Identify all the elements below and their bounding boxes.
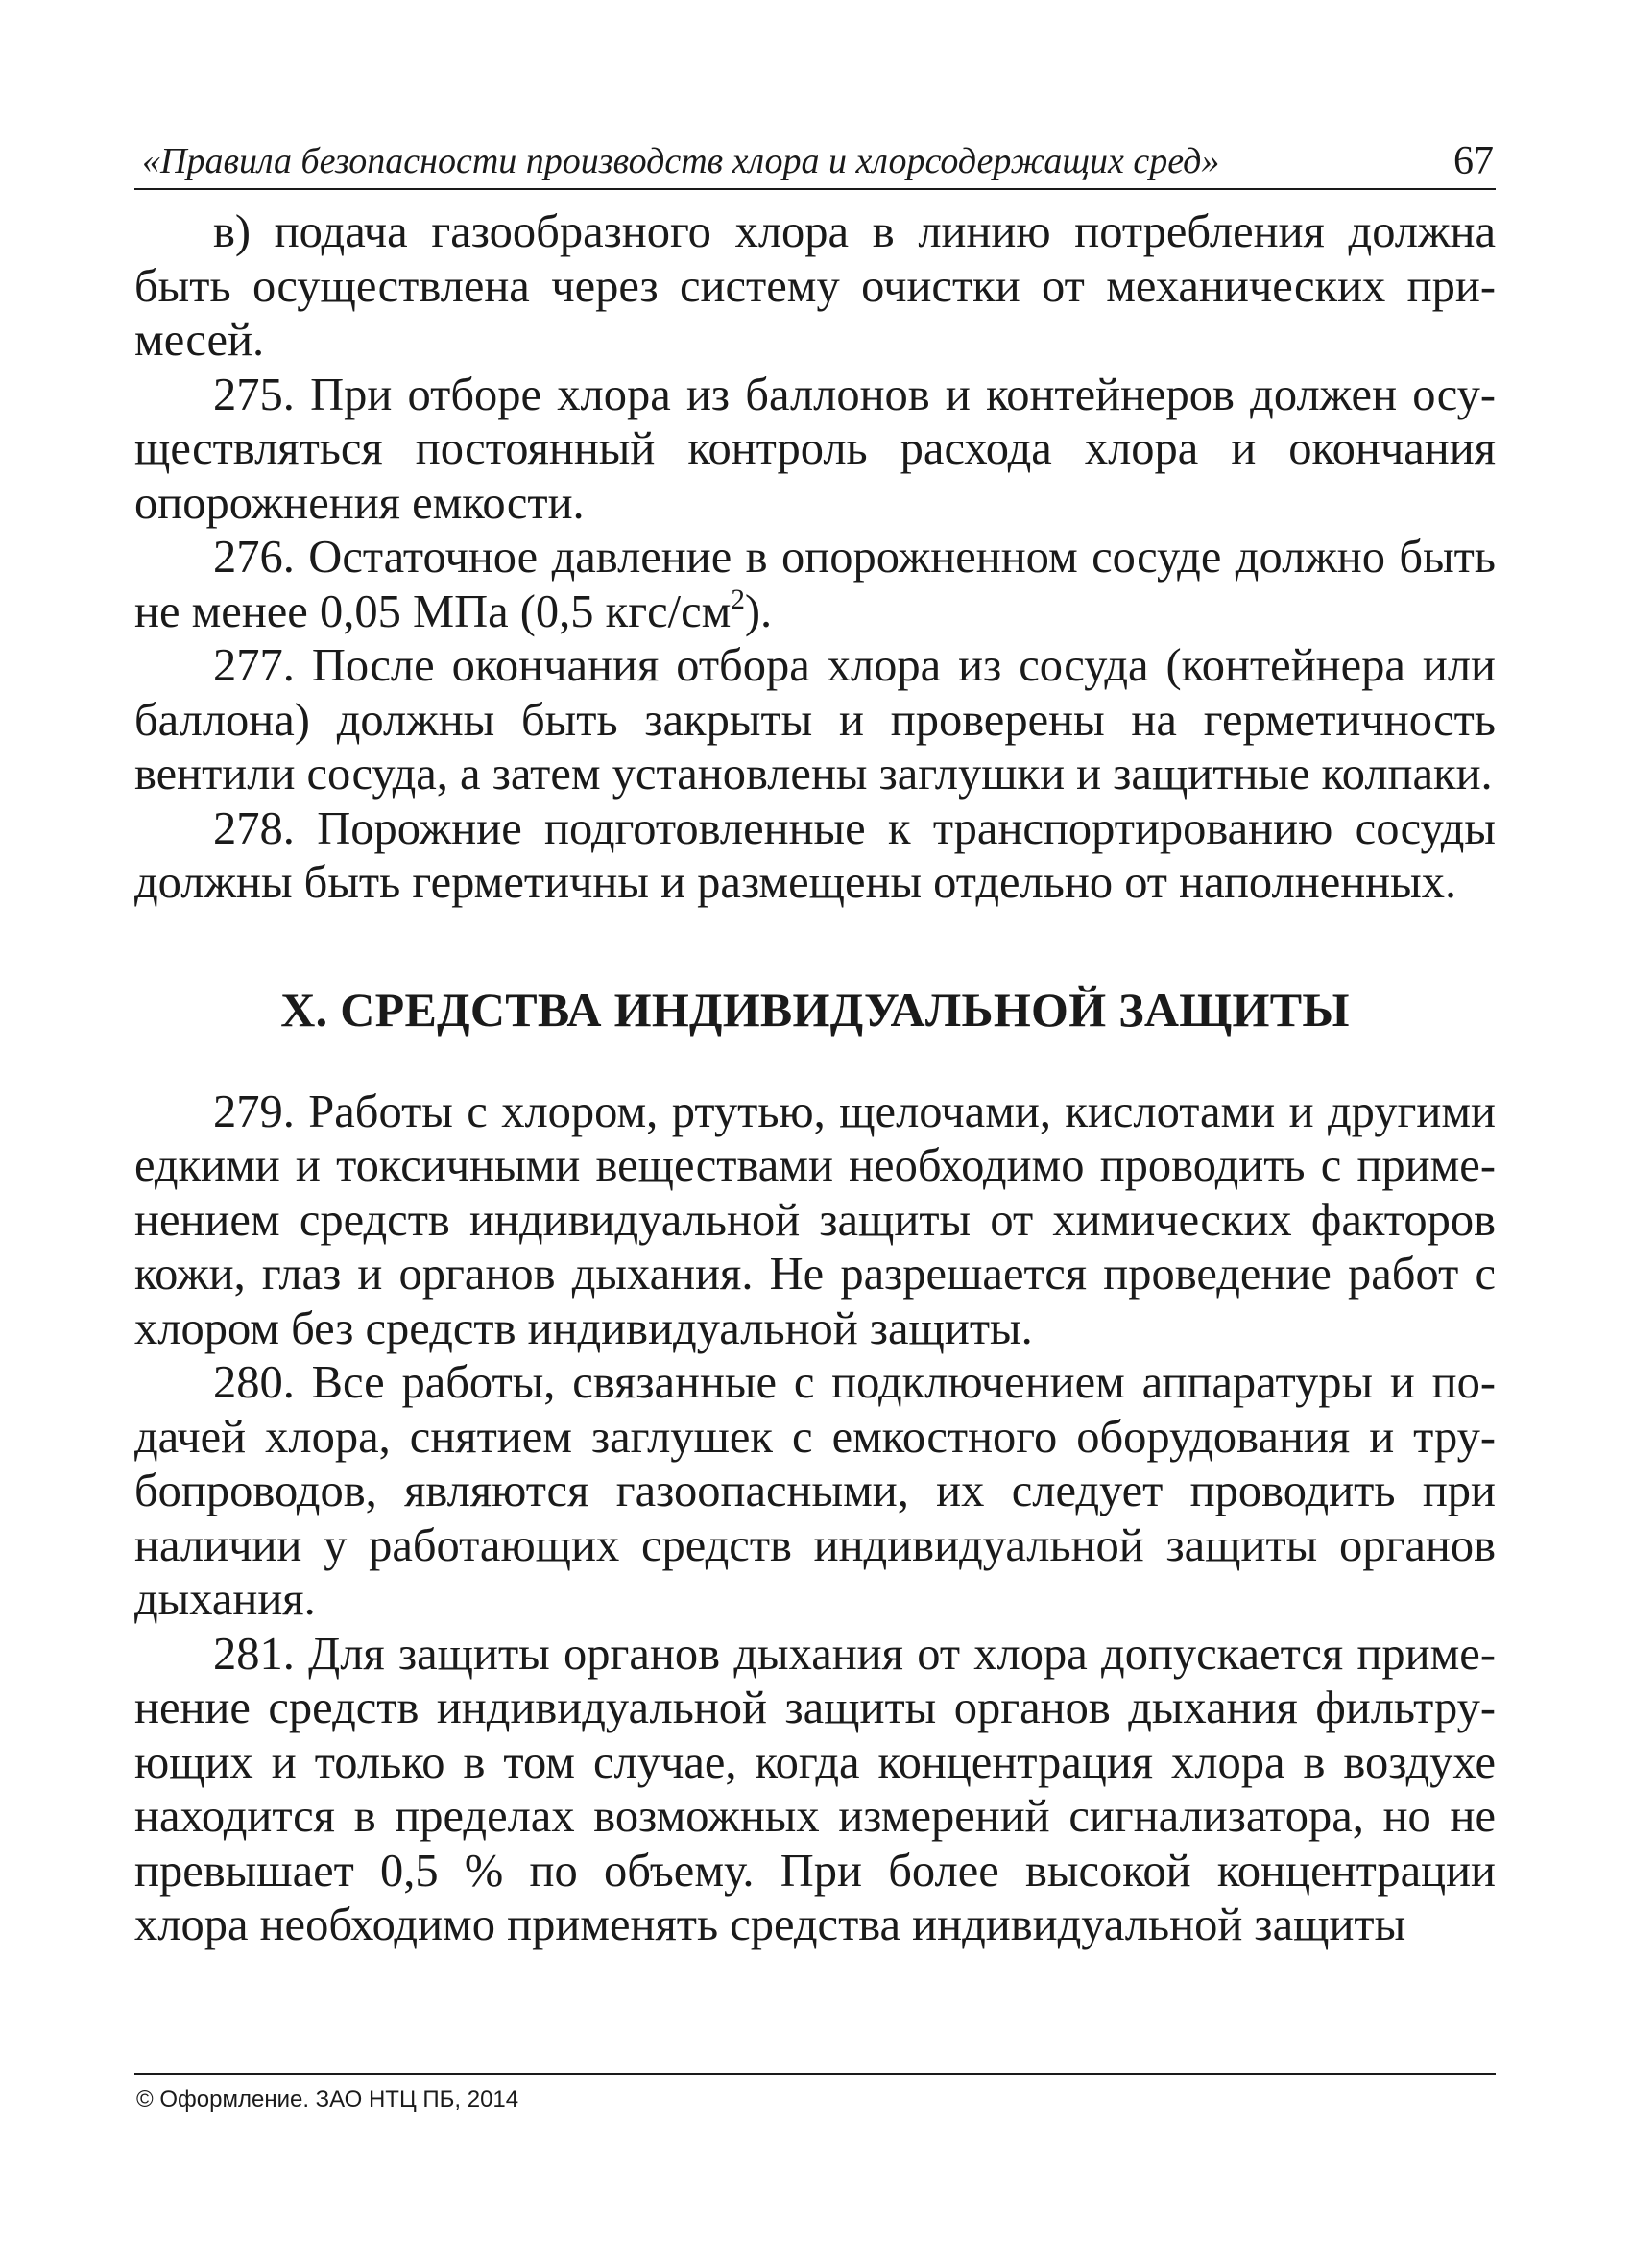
footer-copyright: © Оформление. ЗАО НТЦ ПБ, 2014 [136,2087,519,2113]
paragraph-276-text: 276. Остаточное давление в опорожненном сосуде должно быть не менее 0,05 МПа (0,5 кгс/см [134,532,1496,637]
paragraph-278: 278. Порожние подготовленные к транспортированию сосуды должны быть герметичны и размещены отдельно от наполненных. [134,802,1496,908]
paragraph-279: 279. Работы с хлором, ртутью, щелочами, кислотами и другими едкими и токсичными веществами необходимо проводить с применением средств индивидуальной защиты от химических факторов кожи, глаз и органов дыхания. Не разрешается проведение работ с хлором без средств индивидуальной защиты. [134,1086,1496,1354]
paragraph-277: 277. После окончания отбора хлора из сосуда (контейнера или баллона) должны быть закрыты и проверены на герметичность вентили сосуда, а затем установлены заглушки и защитные колпаки. [134,640,1496,800]
page-number: 67 [1453,139,1494,183]
paragraph-276-tail: ). [744,585,773,637]
paragraph-275: 275. При отборе хлора из баллонов и контейнеров должен осуществляться постоянный контроль расхода хлора и окончания опорожнения емкости. [134,369,1496,529]
footer-divider [134,2073,1496,2075]
paragraph-280: 280. Все работы, связанные с подключением аппаратуры и подачей хлора, снятием заглушек с емкостного оборудования и трубопроводов, являются газоопасными, их следует проводить при наличии у работающих средств индивидуальной защиты органов дыхания. [134,1357,1496,1625]
paragraph-281: 281. Для защиты органов дыхания от хлора допускается применение средств индивидуальной защиты органов дыхания фильтрующих и только в том случае, когда концентрация хлора в воздухе находится в пределах возможных измерений сигнализатора, но не превышает 0,5 % по объему. При более высокой концентрации хлора необходимо применять средства индивидуальной защиты [134,1628,1496,1950]
body-text [134,205,1496,1953]
superscript-2: 2 [731,584,745,615]
section-heading: X. СРЕДСТВА ИНДИВИДУАЛЬНОЙ ЗАЩИТЫ [280,982,1350,1037]
paragraph-item-v: в) подача газообразного хлора в линию потребления должна быть осуществлена через систему очистки от механических примесей. [134,206,1496,366]
running-title: «Правила безопасности производств хлора и хлорсодержащих сред» [142,141,1220,181]
paragraph-276 [134,531,1496,639]
running-header [134,132,1496,190]
